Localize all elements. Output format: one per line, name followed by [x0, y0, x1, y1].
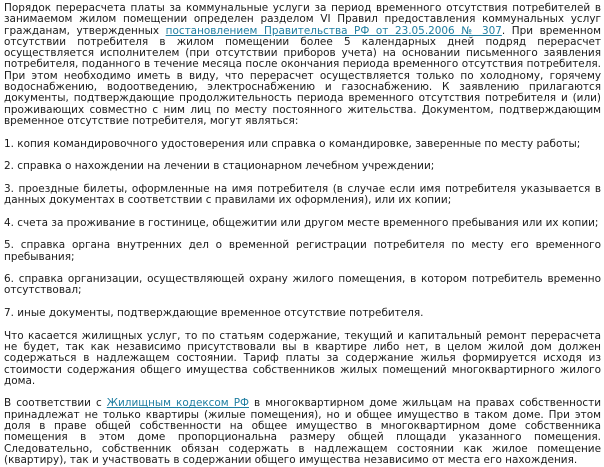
- housing-code-paragraph: [4, 398, 601, 466]
- housing-code-link[interactable]: Жилищным кодексом РФ: [106, 397, 249, 410]
- document-list-item-7: 7. иные документы, подтверждающие временное отсутствие потребителя.: [4, 307, 424, 320]
- intro-text-start: Порядок перерасчета платы за коммунальные услуги за период временного отсутствия потребителей в занимаемом жилом помещении определен разделом VI Правил предоставления коммунальных услуг гражданам, утвержденных: [4, 2, 601, 37]
- document-list-item-5: 5. справка органа внутренних дел о временной регистрации потребителя по месту его временного пребывания;: [4, 239, 601, 263]
- document-list-item-2: 2. справка о нахождении на лечении в стационарном лечебном учреждении;: [4, 160, 435, 173]
- housing-code-text-end: в многоквартирном доме жильцам на правах собственности принадлежат не только квартиры (жилые помещения), но и общее имущество в таком доме. При этом доля в праве общей собственности на общее имущество в многоквартирном доме собственника помещения в этом доме пропорциональна размеру общей площади указанного помещения. Следовательно, собственник обязан содержать в надлежащем состоянии как жилое помещение (квартиру), так и участвовать в содержании общего имущества независимо от места его нахождения.: [4, 397, 601, 466]
- document-list-item-6: 6. справка организации, осуществляющей охрану жилого помещения, в котором потребитель временно отсутствовал;: [4, 273, 601, 297]
- document-list-item-1: 1. копия командировочного удостоверения или справка о командировке, заверенные по месту работы;: [4, 137, 581, 150]
- intro-text-end: . При временном отсутствии потребителя в жилом помещении более 5 календарных дней подряд перерасчет осуществляется исполнителем (при отсутствии приборов учета) на основании письменного заявления потребителя, поданного в течение месяца после окончания периода временного отсутствия потребителя. При этом необходимо иметь в виду, что перерасчет осуществляется только по холодному, горячему водоснабжению, водоотведению, электроснабжению и газоснабжению. К заявлению прилагаются документы, подтверждающие продолжительность периода временного отсутствия потребителя и (или) проживающих совместно с ним лиц по месту постоянного жительства. Документом, подтверждающим временное отсутствие потребителя, могут являться:: [4, 24, 601, 127]
- government-decree-link[interactable]: постановлением Правительства РФ от 23.05.2006 № 307: [165, 24, 502, 37]
- document-list-item-3: 3. проездные билеты, оформленные на имя потребителя (в случае если имя потребителя указывается в данных документах в соответствии с правилами их оформления), или их копии;: [4, 182, 601, 207]
- document-list-item-4: 4. счета за проживание в гостинице, общежитии или другом месте временного пребывания или их копии;: [4, 216, 599, 229]
- housing-code-text-start: В соответствии с: [4, 397, 107, 410]
- housing-services-paragraph: Что касается жилищных услуг, то по статьям содержание, текущий и капитальный ремонт перерасчета не будет, так как независимо присутствовали вы в квартире либо нет, в целом жилой дом должен содержаться в надлежащем состоянии. Тариф платы за содержание жилья формируется исходя из стоимости содержания общего имущества собственников жилых помещений многоквартирного жилого дома.: [4, 329, 601, 387]
- intro-paragraph: [4, 3, 601, 127]
